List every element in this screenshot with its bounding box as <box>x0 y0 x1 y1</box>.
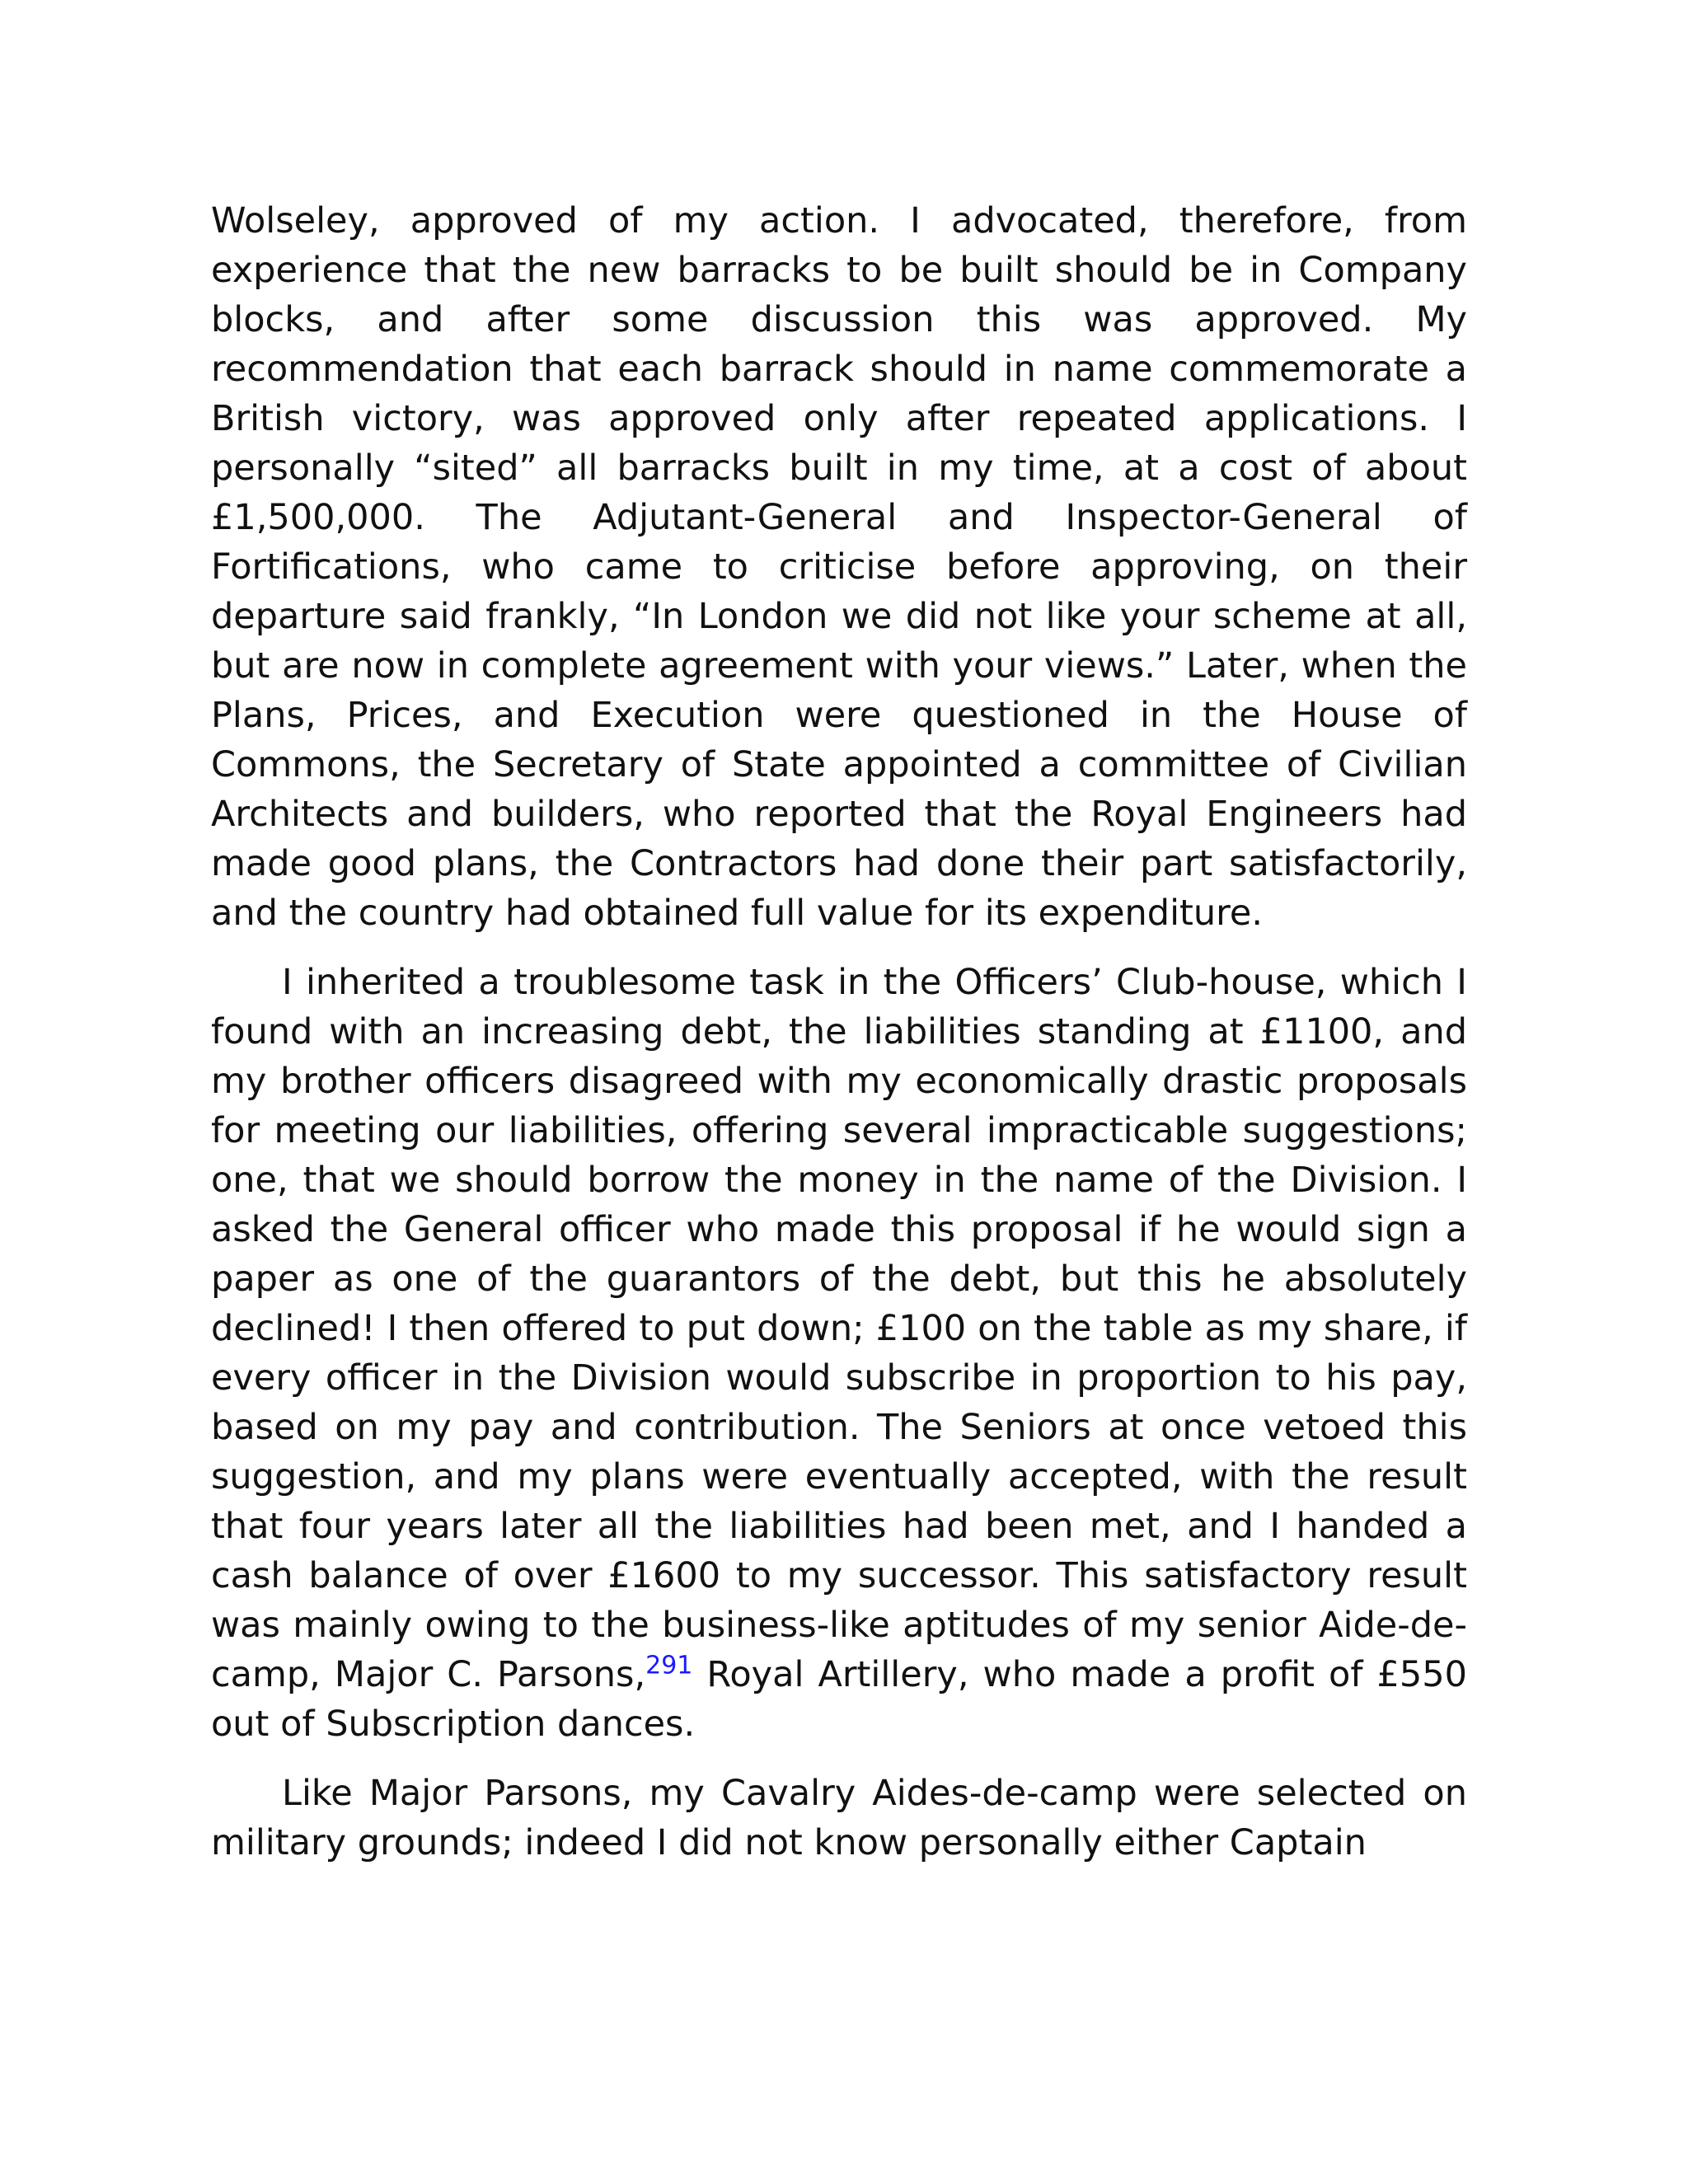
paragraph-club-house <box>211 958 1467 1749</box>
paragraph-barracks: Wolseley, approved of my action. I advocated, therefore, from experience that the new barracks to be built should be in Company blocks, and after some discussion this was approved. My recommendation that each barrack should in name commemorate a British victory, was approved only after repeated applications. I personally “sited” all barracks built in my time, at a cost of about £1,500,000. The Adjutant-General and Inspector-General of Fortifications, who came to criticise before approving, on their departure said frankly, “In London we did not like your scheme at all, but are now in complete agreement with your views.” Later, when the Plans, Prices, and Execution were questioned in the House of Commons, the Secretary of State appointed a committee of Civilian Architects and builders, who reported that the Royal Engineers had made good plans, the Contractors had done their part satisfactorily, and the country had obtained full value for its expenditure. <box>211 200 1467 934</box>
paragraph-club-house-text-continued: Royal Artillery, who made a profit of £550 out of Subscription dances. <box>211 1654 1467 1745</box>
paragraph-aides-de-camp: Like Major Parsons, my Cavalry Aides-de-camp were selected on military grounds; indeed I did not know personally either Captain <box>211 1773 1467 1863</box>
footnote-link-291[interactable]: 291 <box>645 1651 693 1680</box>
body-text <box>211 196 1467 1887</box>
paragraph-club-house-text: I inherited a troublesome task in the Officers’ Club-house, which I found with an increasing debt, the liabilities standing at £1100, and my brother officers disagreed with my economically drastic proposals for meeting our liabilities, offering several impracticable suggestions; one, that we should borrow the money in the name of the Division. I asked the General officer who made this proposal if he would sign a paper as one of the guarantors of the debt, but this he absolutely declined! I then offered to put down; £100 on the table as my share, if every officer in the Division would subscribe in proportion to his pay, based on my pay and contribution. The Seniors at once vetoed this suggestion, and my plans were eventually accepted, with the result that four years later all the liabilities had been met, and I handed a cash balance of over £1600 to my successor. This satisfactory result was mainly owing to the business-like aptitudes of my senior Aide-de-camp, Major C. Parsons, <box>211 962 1467 1695</box>
